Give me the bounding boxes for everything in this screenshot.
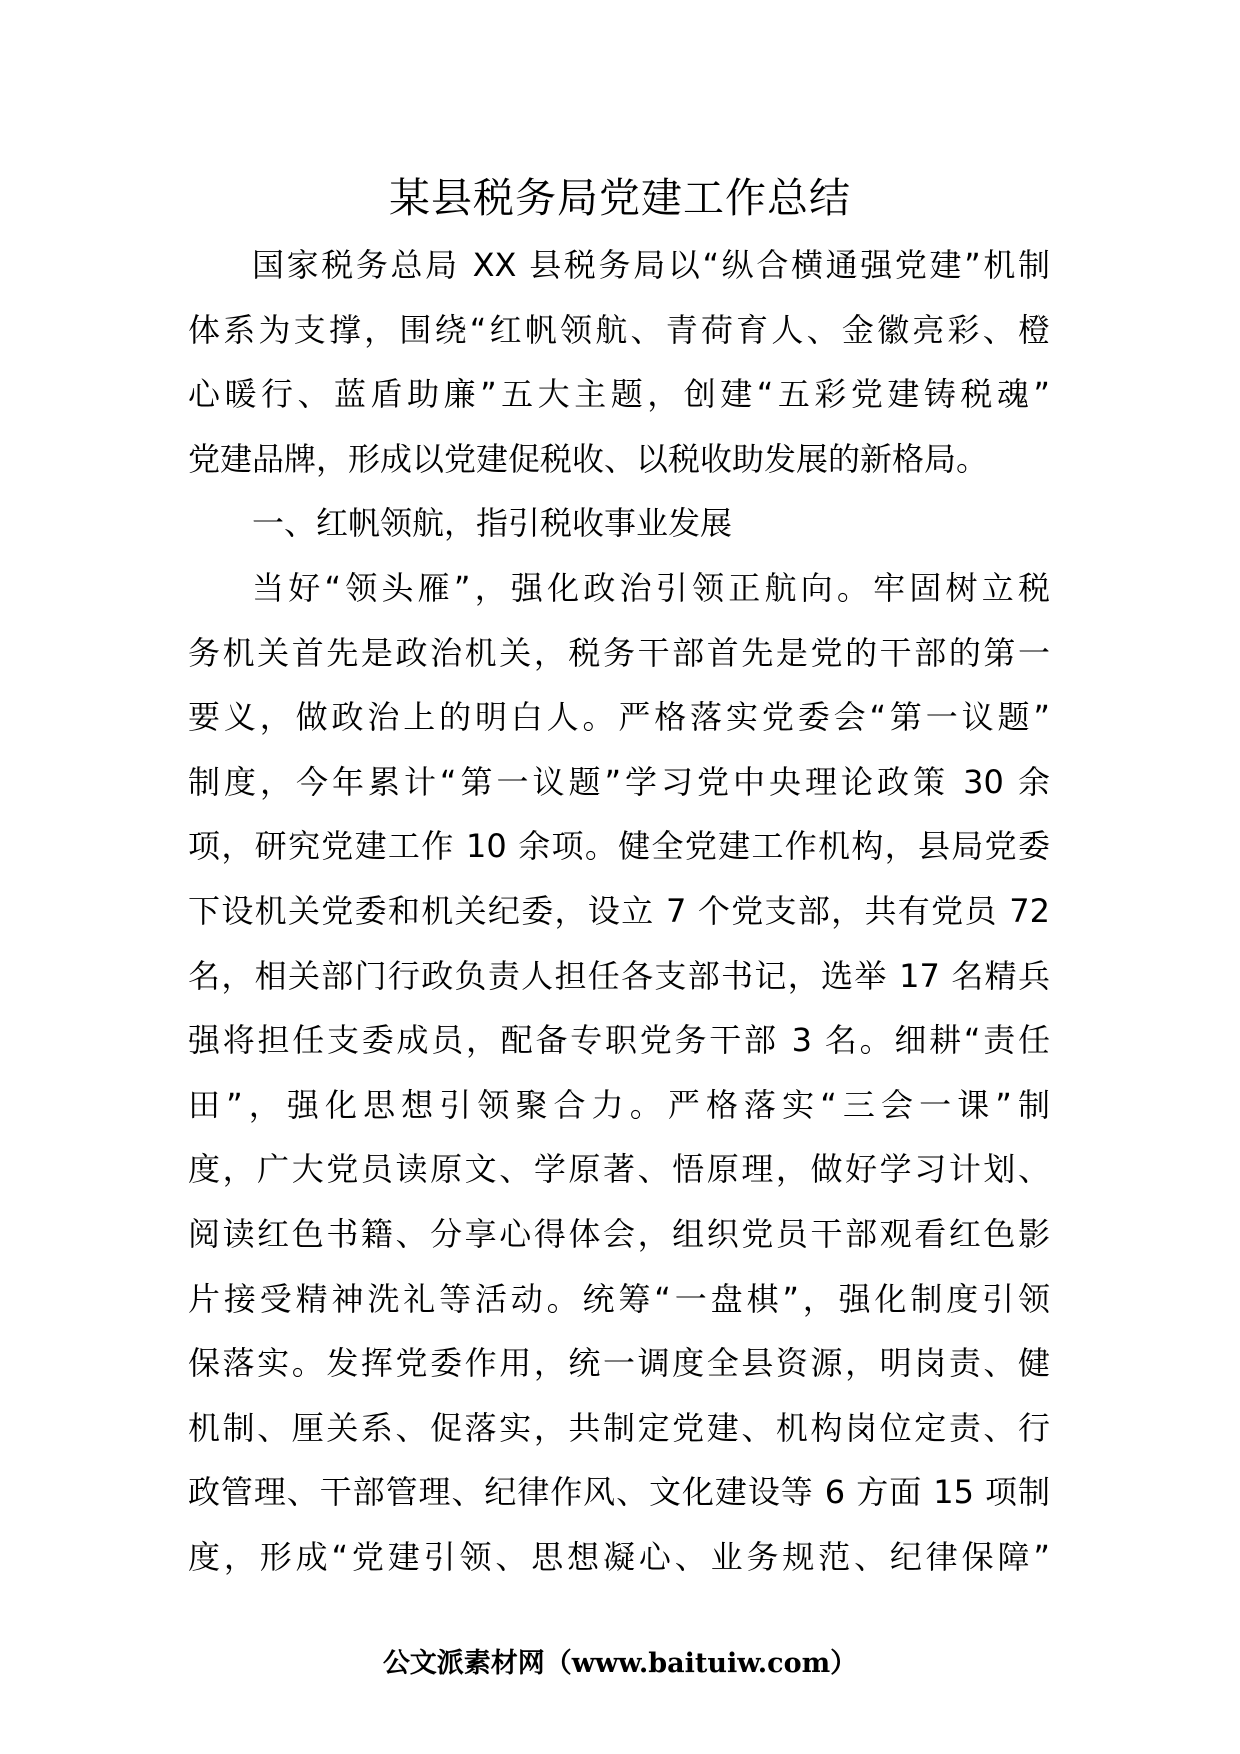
intro-line: 体系为支撑，围绕“红帆领航、青荷育人、金徽亮彩、橙 xyxy=(188,310,1050,349)
section-line: 度，广大党员读原文、学原著、悟原理，做好学习计划、 xyxy=(188,1150,1050,1189)
intro-line: 党建品牌，形成以党建促税收、以税收助发展的新格局。 xyxy=(188,439,989,478)
section-line: 机制、厘关系、促落实，共制定党建、机构岗位定责、行 xyxy=(188,1408,1050,1447)
footer-watermark: 公文派素材网（www.baituiw.com） xyxy=(382,1648,858,1679)
section-line: 务机关首先是政治机关，税务干部首先是党的干部的第一 xyxy=(188,633,1050,672)
document-body xyxy=(188,233,1050,1589)
section-heading: 一、红帆领航，指引税收事业发展 xyxy=(252,504,733,543)
section-line: 要义，做政治上的明白人。严格落实党委会“第一议题” xyxy=(188,698,1050,737)
section-line: 下设机关党委和机关纪委，设立 7 个党支部，共有党员 72 xyxy=(188,891,1050,930)
section-line: 制度，今年累计“第一议题”学习党中央理论政策 30 余 xyxy=(188,762,1050,801)
section-line: 强将担任支委成员，配备专职党务干部 3 名。细耕“责任 xyxy=(188,1021,1050,1060)
section-line: 度，形成“党建引领、思想凝心、业务规范、纪律保障” xyxy=(188,1537,1050,1576)
section-line: 项，研究党建工作 10 余项。健全党建工作机构，县局党委 xyxy=(188,827,1050,866)
page-title: 某县税务局党建工作总结 xyxy=(389,174,851,222)
section-line: 名，相关部门行政负责人担任各支部书记，选举 17 名精兵 xyxy=(188,956,1050,995)
section-line: 政管理、干部管理、纪律作风、文化建设等 6 方面 15 项制 xyxy=(188,1473,1050,1512)
section-line: 当好“领头雁”，强化政治引领正航向。牢固树立税 xyxy=(252,568,1050,607)
intro-line: 心暖行、蓝盾助廉”五大主题，创建“五彩党建铸税魂” xyxy=(188,375,1050,414)
section-line: 田”，强化思想引领聚合力。严格落实“三会一课”制 xyxy=(188,1085,1050,1124)
section-line: 阅读红色书籍、分享心得体会，组织党员干部观看红色影 xyxy=(188,1214,1050,1253)
intro-line: 国家税务总局 XX 县税务局以“纵合横通强党建”机制 xyxy=(252,246,1050,284)
section-line: 片接受精神洗礼等活动。统筹“一盘棋”，强化制度引领 xyxy=(188,1279,1050,1318)
section-line: 保落实。发挥党委作用，统一调度全县资源，明岗责、健 xyxy=(188,1344,1050,1383)
